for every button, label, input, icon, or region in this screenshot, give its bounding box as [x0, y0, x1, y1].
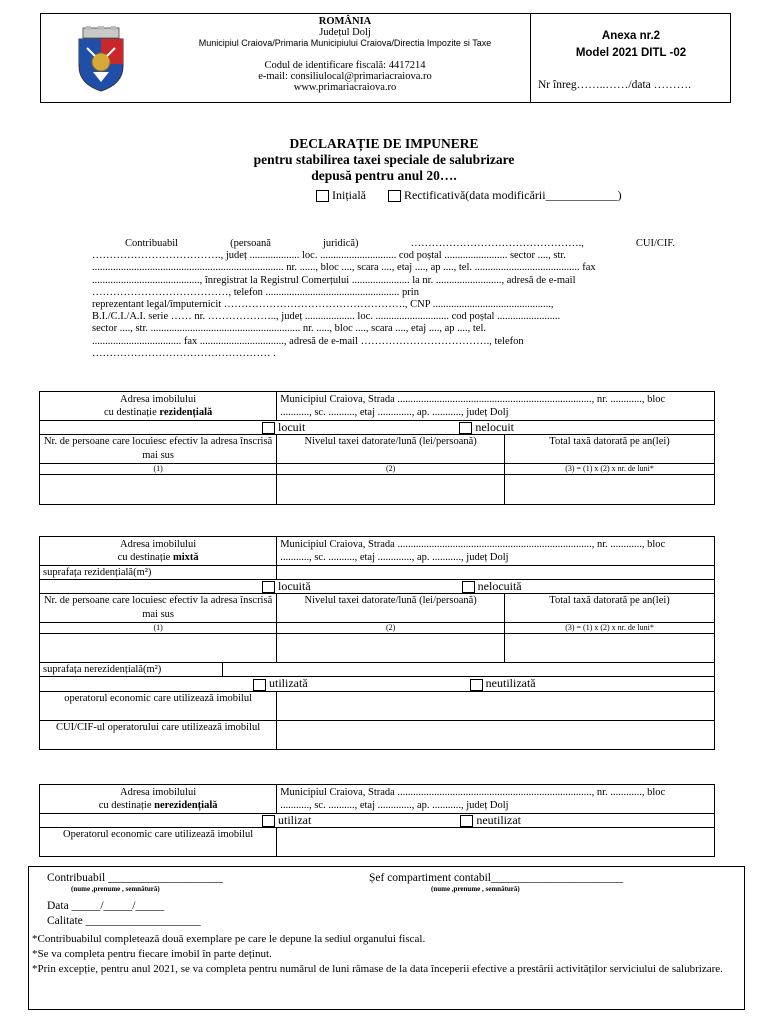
annex-label: Anexa nr.2 — [601, 30, 661, 42]
annex-block — [531, 28, 731, 62]
taxpayer-line-1: Contribuabil (persoană juridică) …………………………………………., CUI/CIF. — [125, 238, 675, 249]
locuit-checkbox[interactable] — [262, 422, 275, 434]
residential-total-input[interactable] — [505, 475, 715, 505]
footnote-3: *Prin excepție, pentru anul 2021, se va completa pentru numărul de luni rămase de la data începerii efective a prestării activităților serviciului de salubrizare. — [32, 963, 723, 975]
mixed-cui-input[interactable] — [277, 720, 715, 749]
residential-num-1: (1) — [40, 464, 277, 475]
mixed-total-input[interactable] — [505, 634, 715, 663]
mixed-col-persons: Nr. de persoane care locuiesc efectiv la adresa înscrisă mai sus — [40, 594, 277, 623]
taxpayer-line-4: ........................................., înregistrat la Registrul Comerțului ...................... la nr. ........................., adresă de e-mail — [92, 274, 576, 286]
nonresidential-operator-label: Operatorul economic care utilizează imobilul — [40, 828, 277, 857]
title-line-1: DECLARAȚIE DE IMPUNERE — [289, 136, 479, 151]
locuita-checkbox[interactable] — [262, 581, 275, 593]
taxpayer-line-7: B.I./C.I./A.I. serie …… nr. ……………….., județ ................... loc. ............................ cod poștal ........................ — [92, 311, 561, 323]
taxpayer-line-3: ......................................................................... nr. ......, bloc ...., scara ...., etaj ...., ap ...., tel. ........................................ fax — [92, 262, 596, 274]
taxpayer-line-6: reprezentant legal/împuternicit ……………………………………………., CNP ............................................., — [92, 299, 554, 311]
utilizat-checkbox[interactable] — [262, 815, 275, 827]
nonresidential-address-field[interactable]: Municipiul Craiova, Strada .........................................................................., nr. ............, bloc ..........., sc. .........., etaj ............., ap. ..........., județ Dolj — [277, 785, 715, 814]
email-text: e-mail: consiliulocal@primariacraiova.ro — [258, 71, 432, 82]
website-text: www.primariacraiova.ro — [293, 82, 397, 93]
fiscal-code: Codul de identificare fiscală: 4417214 — [264, 60, 426, 71]
residential-col-total: Total taxă datorată pe an(lei) — [505, 435, 715, 464]
country-name: ROMÂNIA — [318, 16, 372, 27]
mixed-num-1: (1) — [40, 623, 277, 634]
title-line-3: depusă pentru anul 20…. — [311, 168, 457, 183]
mixed-num-2: (2) — [277, 623, 505, 634]
residential-col-rate: Nivelul taxei datorate/lună (lei/persoană) — [277, 435, 505, 464]
county-name: Județul Dolj — [319, 27, 371, 38]
mixed-usage-row: utilizată neutilizată — [40, 677, 715, 691]
footnote-2: *Se va completa pentru fiecare imobil în parte deținut. — [32, 948, 272, 960]
declaration-type — [316, 188, 622, 203]
residential-address-field[interactable]: Municipiul Craiova, Strada .........................................................................., nr. ............, bloc ..........., sc. .........., etaj ............., ap. ..........., județ Dolj — [277, 392, 715, 421]
residential-surface-label: suprafața rezidențială(m²) — [40, 566, 277, 580]
residential-num-2: (2) — [277, 464, 505, 475]
mixed-occupancy-row: locuită nelocuită — [40, 580, 715, 594]
mixed-address-label: Adresa imobilului cu destinație mixtă — [40, 537, 277, 566]
capacity-field[interactable]: Calitate ____________________ — [47, 915, 201, 927]
model-label: Model 2021 DITL -02 — [575, 47, 687, 59]
taxpayer-details — [92, 238, 675, 360]
mixed-rate-input[interactable] — [277, 634, 505, 663]
title-line-2: pentru stabilirea taxei speciale de salubrizare — [253, 152, 515, 167]
nonresidential-operator-input[interactable] — [277, 828, 715, 857]
taxpayer-line-2: ………………………………., județ ................... loc. ............................. cod poștal ........................ sector ...., str. — [92, 250, 566, 262]
mixed-table — [39, 536, 715, 750]
nonresidential-surface-input[interactable] — [222, 663, 715, 677]
neutilizat-checkbox[interactable] — [460, 815, 473, 827]
header-text — [160, 16, 530, 93]
initial-label: Inițială — [332, 188, 366, 202]
accountant-signature[interactable]: Șef compartiment contabil_______________________ (nume ,prenume , semnătură) — [369, 872, 624, 893]
mixed-operator-label: operatorul economic care utilizează imobilul — [40, 691, 277, 720]
residential-persons-input[interactable] — [40, 475, 277, 505]
taxpayer-line-8: sector ...., str. ......................................................... nr. ....., bloc ...., scara ...., etaj ...., ap ...., tel. — [92, 323, 486, 335]
initial-checkbox[interactable] — [316, 190, 329, 202]
footnotes — [32, 932, 740, 977]
footnote-1: *Contribuabilul completează două exemplare pe care le depune la sediul organului fiscal. — [32, 933, 426, 945]
registration-number: Nr înreg……..……/data ………. — [538, 79, 691, 91]
mixed-col-rate: Nivelul taxei datorate/lună (lei/persoană) — [277, 594, 505, 623]
nelocuit-checkbox[interactable] — [459, 422, 472, 434]
residential-occupancy-row: locuit nelocuit — [40, 421, 715, 435]
residential-col-persons: Nr. de persoane care locuiesc efectiv la adresa înscrisă mai sus — [40, 435, 277, 464]
mixed-cui-label: CUI/CIF-ul operatorului care utilizează imobilul — [40, 720, 277, 749]
utilizata-checkbox[interactable] — [253, 679, 266, 691]
nonresidential-table — [39, 784, 715, 857]
institution-name: Municipiul Craiova/Primaria Municipiului Craiova/Directia Impozite si Taxe — [198, 38, 492, 48]
nelocuita-checkbox[interactable] — [462, 581, 475, 593]
residential-rate-input[interactable] — [277, 475, 505, 505]
taxpayer-signature[interactable]: Contribuabil ____________________ (nume ,prenume , semnătură) — [47, 872, 224, 893]
nonresidential-address-label: Adresa imobilului cu destinație nerezidențială — [40, 785, 277, 814]
taxpayer-line-9: .................................. fax ................................, adresă de e-mail ………………………………., telefon — [92, 335, 524, 347]
document-title — [0, 136, 768, 184]
residential-address-label: Adresa imobilului cu destinație rezidențială — [40, 392, 277, 421]
taxpayer-line-10: …………………………………………… . — [92, 347, 276, 359]
neutilizata-checkbox[interactable] — [470, 679, 483, 691]
rectificativa-label: Rectificativă(data modificării____________) — [403, 188, 622, 202]
mixed-address-field[interactable]: Municipiul Craiova, Strada .........................................................................., nr. ............, bloc ..........., sc. .........., etaj ............., ap. ..........., județ Dolj — [277, 537, 715, 566]
nonresidential-surface-label: suprafața nerezidențială(m²) — [40, 663, 223, 677]
residential-num-3: (3) = (1) x (2) x nr. de luni* — [505, 464, 715, 475]
taxpayer-line-5: …………………………………, telefon ................................................... prin — [92, 286, 419, 298]
mixed-num-3: (3) = (1) x (2) x nr. de luni* — [505, 623, 715, 634]
mixed-operator-input[interactable] — [277, 691, 715, 720]
mixed-persons-input[interactable] — [40, 634, 277, 663]
date-field[interactable]: Data _____/_____/_____ — [47, 900, 165, 912]
nonresidential-usage-row: utilizat neutilizat — [40, 814, 715, 828]
rectificativa-checkbox[interactable] — [388, 190, 401, 202]
coat-of-arms-logo — [73, 26, 129, 92]
residential-surface-input[interactable] — [277, 566, 715, 580]
residential-table — [39, 391, 715, 505]
mixed-col-total: Total taxă datorată pe an(lei) — [505, 594, 715, 623]
